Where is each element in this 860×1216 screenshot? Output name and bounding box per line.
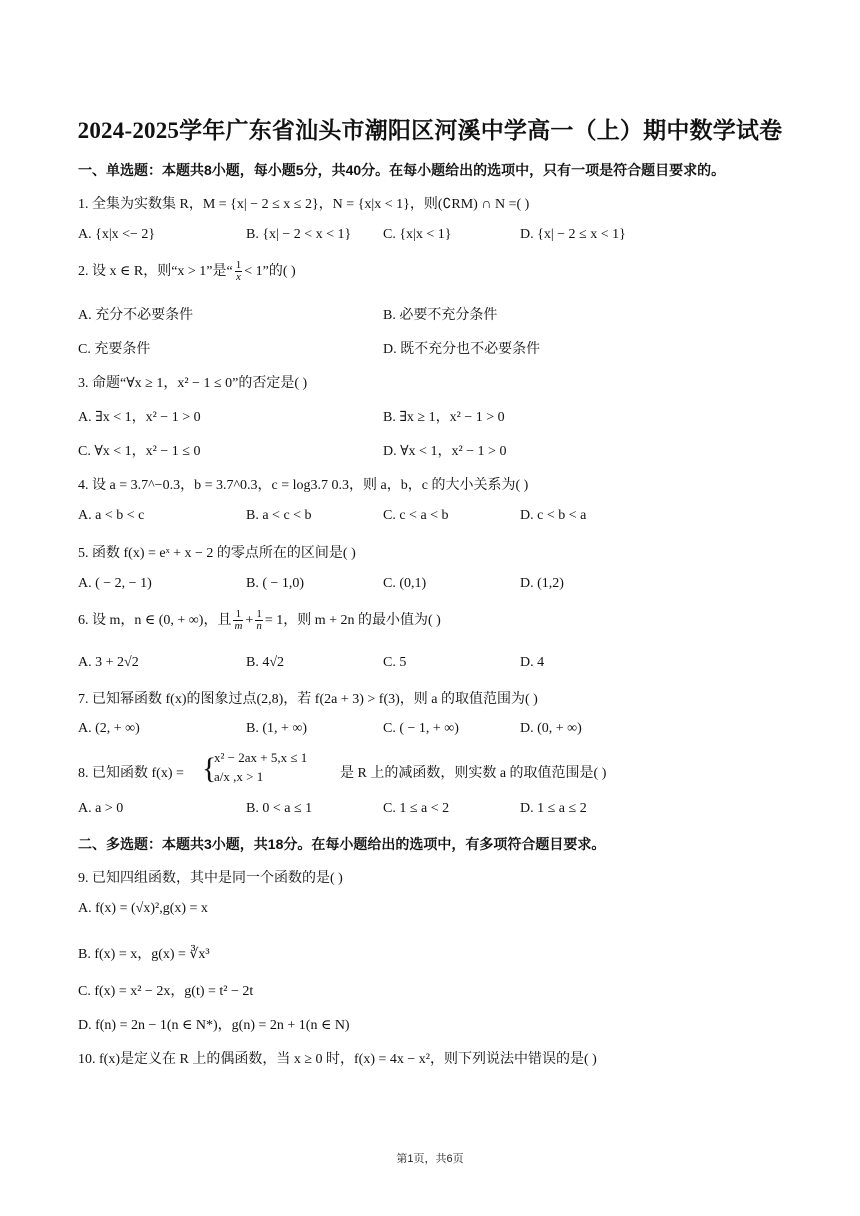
fraction-numerator: 1 bbox=[235, 259, 242, 272]
option-a[interactable]: A. {x|x <− 2} bbox=[78, 227, 156, 242]
fraction-denominator: x bbox=[236, 271, 241, 284]
option-a[interactable]: A. 充分不必要条件 bbox=[78, 308, 194, 323]
option-b[interactable]: B. 0 < a ≤ 1 bbox=[246, 801, 313, 816]
page-title: 2024-2025学年广东省汕头市潮阳区河溪中学高一（上）期中数学试卷 bbox=[77, 118, 783, 143]
question-8 bbox=[78, 750, 798, 790]
option-d[interactable]: D. (1,2) bbox=[520, 576, 564, 591]
option-b[interactable]: B. (1, + ∞) bbox=[246, 721, 308, 736]
piecewise-case-2: a/x ,x > 1 bbox=[214, 769, 264, 784]
question-5: 5. 函数 f(x) = eˣ + x − 2 的零点所在的区间是( ) bbox=[78, 546, 356, 561]
question-8-stem-start: 8. 已知函数 f(x) = bbox=[78, 766, 184, 781]
option-d[interactable]: D. 既不充分也不必要条件 bbox=[383, 342, 541, 357]
question-6: 6. 设 m，n ∈ (0, + ∞)，且 $\frac{1}{m}$ + $\frac{1}{n}$ = 1，则 m + 2n 的最小值为( ) bbox=[78, 608, 441, 633]
option-a[interactable]: A. a < b < c bbox=[78, 508, 145, 523]
question-10: 10. f(x)是定义在 R 上的偶函数，当 x ≥ 0 时，f(x) = 4x − x²，则下列说法中错误的是( ) bbox=[78, 1052, 597, 1067]
question-4: 4. 设 a = 3.7^−0.3，b = 3.7^0.3，c = log3.7 0.3，则 a，b，c 的大小关系为( ) bbox=[78, 478, 529, 493]
question-8-stem-end: 是 R 上的减函数，则实数 a 的取值范围是( ) bbox=[340, 766, 607, 781]
question-1-options bbox=[78, 227, 798, 247]
option-d[interactable]: D. {x| − 2 ≤ x < 1} bbox=[520, 227, 626, 242]
question-7: 7. 已知幂函数 f(x)的图象过点(2,8)，若 f(2a + 3) > f(3)，则 a 的取值范围为( ) bbox=[78, 692, 538, 707]
question-2 bbox=[78, 260, 798, 283]
option-c[interactable]: C. 充要条件 bbox=[78, 342, 151, 357]
option-c[interactable]: C. (0,1) bbox=[383, 576, 427, 591]
question-2-stem-start: 2. 设 x ∈ R，则“x > 1”是“ bbox=[78, 264, 233, 279]
question-2-options-row1 bbox=[78, 304, 798, 324]
question-9-option-b[interactable]: B. f(x) = x，g(x) = ∛x³ bbox=[78, 947, 210, 962]
option-a[interactable]: A. a > 0 bbox=[78, 801, 124, 816]
fraction-1-over-n: $\frac{1}{n}$ bbox=[256, 608, 262, 633]
option-c[interactable]: C. 5 bbox=[383, 655, 407, 670]
question-2-options-row2 bbox=[78, 338, 798, 358]
option-a[interactable]: A. 3 + 2√2 bbox=[78, 655, 139, 670]
option-c[interactable]: C. c < a < b bbox=[383, 508, 449, 523]
section-header-multiple-choice: 二、多选题：本题共3小题，共18分。在每小题给出的选项中，有多项符合题目要求。 bbox=[78, 836, 606, 852]
question-2-stem-end: < 1”的( ) bbox=[244, 264, 296, 279]
question-6-options bbox=[78, 655, 798, 675]
option-c[interactable]: C. {x|x < 1} bbox=[383, 227, 452, 242]
question-9-option-d[interactable]: D. f(n) = 2n − 1(n ∈ N*)，g(n) = 2n + 1(n ∈ N) bbox=[78, 1018, 350, 1033]
question-8-options bbox=[78, 801, 798, 821]
brace-icon: { bbox=[202, 752, 217, 785]
question-4-options bbox=[78, 508, 798, 528]
option-c[interactable]: C. ∀x < 1，x² − 1 ≤ 0 bbox=[78, 444, 201, 459]
page-footer: 第1页，共6页 bbox=[396, 1153, 464, 1165]
option-c[interactable]: C. ( − 1, + ∞) bbox=[383, 721, 459, 736]
option-b[interactable]: B. {x| − 2 < x < 1} bbox=[246, 227, 352, 242]
option-a[interactable]: A. ∃x < 1，x² − 1 > 0 bbox=[78, 410, 201, 425]
option-b[interactable]: B. a < c < b bbox=[246, 508, 312, 523]
question-9-option-c[interactable]: C. f(x) = x² − 2x，g(t) = t² − 2t bbox=[78, 984, 254, 999]
option-b[interactable]: B. ( − 1,0) bbox=[246, 576, 305, 591]
question-9-option-a[interactable]: A. f(x) = (√x)²,g(x) = x bbox=[78, 901, 208, 916]
option-d[interactable]: D. ∀x < 1，x² − 1 > 0 bbox=[383, 444, 507, 459]
question-5-options bbox=[78, 576, 798, 596]
option-a[interactable]: A. (2, + ∞) bbox=[78, 721, 140, 736]
question-6-stem-end: = 1，则 m + 2n 的最小值为( ) bbox=[264, 613, 441, 628]
option-b[interactable]: B. 必要不充分条件 bbox=[383, 308, 498, 323]
option-d[interactable]: D. c < b < a bbox=[520, 508, 587, 523]
section-header-single-choice: 一、单选题：本题共8小题，每小题5分，共40分。在每小题给出的选项中，只有一项是符合题目要求的。 bbox=[78, 162, 726, 178]
option-d[interactable]: D. 4 bbox=[520, 655, 545, 670]
option-b[interactable]: B. 4√2 bbox=[246, 655, 285, 670]
option-c[interactable]: C. 1 ≤ a < 2 bbox=[383, 801, 450, 816]
question-1: 1. 全集为实数集 R，M = {x| − 2 ≤ x ≤ 2}，N = {x|x < 1}，则(∁RM) ∩ N =( ) bbox=[78, 197, 530, 212]
option-d[interactable]: D. (0, + ∞) bbox=[520, 721, 582, 736]
question-6-stem-start: 6. 设 m，n ∈ (0, + ∞)，且 bbox=[78, 613, 232, 628]
option-d[interactable]: D. 1 ≤ a ≤ 2 bbox=[520, 801, 587, 816]
question-7-options bbox=[78, 721, 798, 741]
option-a[interactable]: A. ( − 2, − 1) bbox=[78, 576, 152, 591]
option-b[interactable]: B. ∃x ≥ 1，x² − 1 > 0 bbox=[383, 410, 505, 425]
fraction bbox=[235, 260, 243, 283]
piecewise-case-1: x² − 2ax + 5,x ≤ 1 bbox=[214, 750, 308, 765]
question-3-options-row2 bbox=[78, 440, 798, 460]
question-9: 9. 已知四组函数，其中是同一个函数的是( ) bbox=[78, 871, 343, 886]
fraction-1-over-m: $\frac{1}{m}$ bbox=[234, 608, 243, 633]
question-3: 3. 命题“∀x ≥ 1，x² − 1 ≤ 0”的否定是( ) bbox=[78, 376, 308, 391]
question-3-options-row1 bbox=[78, 406, 798, 426]
